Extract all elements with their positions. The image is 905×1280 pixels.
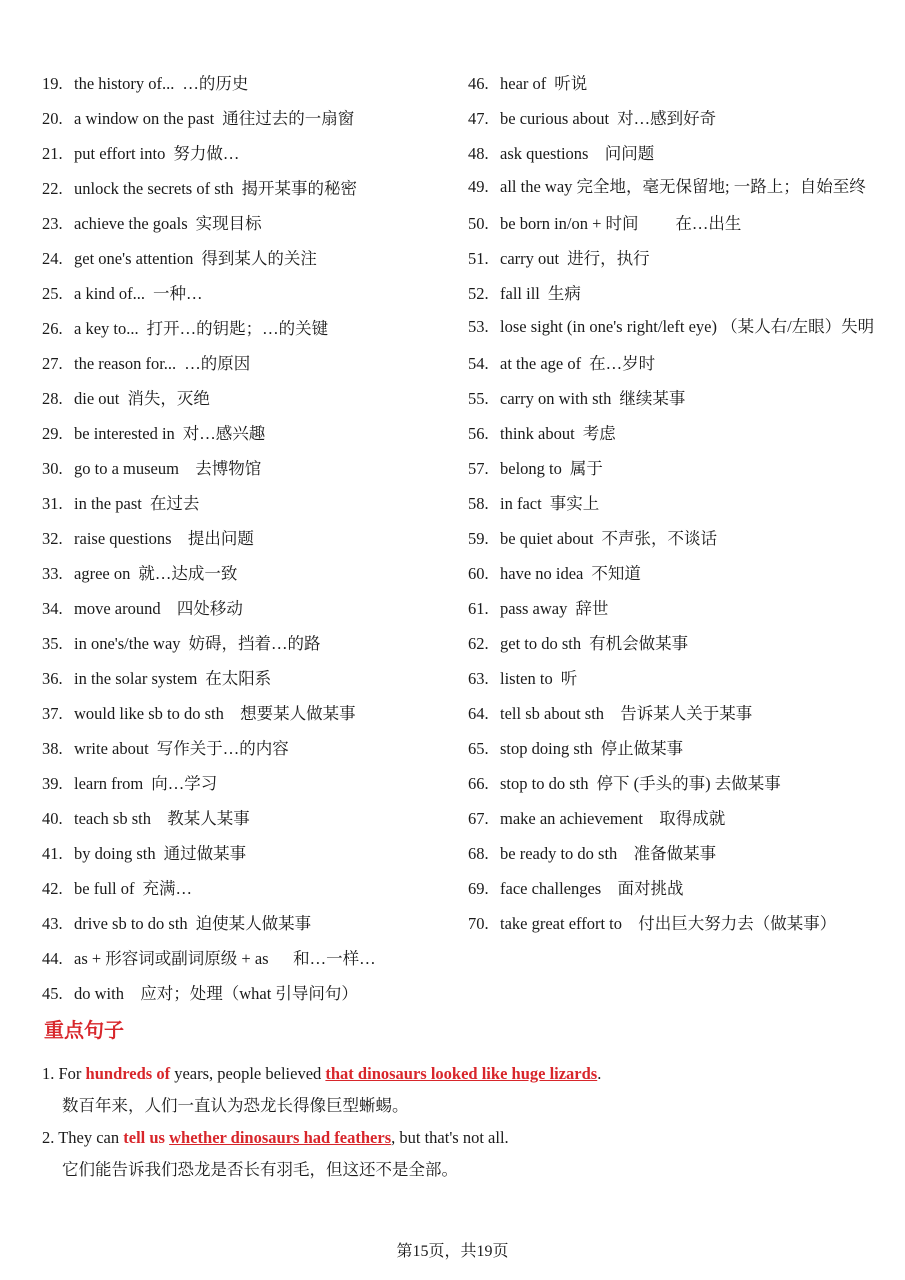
item-english: move around — [74, 599, 161, 618]
item-chinese: 面对挑战 — [609, 879, 684, 898]
item-english: a kind of... — [74, 284, 146, 303]
item-chinese: 在过去 — [149, 494, 200, 513]
item-number: 58. — [468, 494, 489, 513]
right-vocab-column — [468, 66, 888, 941]
vocab-item — [468, 556, 888, 591]
item-number: 34. — [42, 599, 63, 618]
item-number: 65. — [468, 739, 489, 758]
vocab-item — [468, 416, 888, 451]
item-english: take great effort to — [500, 914, 623, 933]
item-number: 69. — [468, 879, 489, 898]
left-vocab-column — [42, 66, 452, 1011]
item-chinese: 停下 (手头的事) 去做某事 — [596, 774, 781, 793]
sentence-number: 1. — [42, 1064, 55, 1083]
item-number: 33. — [42, 564, 63, 583]
item-english: think about — [500, 424, 575, 443]
vocab-item — [42, 66, 452, 101]
item-chinese: 通过做某事 — [163, 844, 247, 863]
item-chinese: 四处移动 — [168, 599, 243, 618]
item-english: in fact — [500, 494, 542, 513]
vocab-item — [468, 836, 888, 871]
item-number: 28. — [42, 389, 63, 408]
page-footer: 第15页，共19页 — [396, 1243, 509, 1260]
item-english: in the past — [74, 494, 142, 513]
item-chinese: 实现目标 — [195, 214, 262, 233]
item-chinese: 辞世 — [575, 599, 609, 618]
vocab-item — [42, 591, 452, 626]
vocab-item — [468, 101, 888, 136]
item-english: agree on — [74, 564, 131, 583]
item-english: be ready to do sth — [500, 844, 618, 863]
item-number: 46. — [468, 74, 489, 93]
item-english: unlock the secrets of sth — [74, 179, 234, 198]
item-number: 24. — [42, 249, 63, 268]
item-text: all the way 完全地，毫无保留地; 一路上；自始至终 — [500, 177, 866, 196]
item-english: the history of... — [74, 74, 175, 93]
item-chinese: 在太阳系 — [205, 669, 272, 688]
highlight-phrase: hundreds of — [85, 1064, 171, 1083]
item-number: 68. — [468, 844, 489, 863]
vocab-item — [468, 871, 888, 906]
item-number: 20. — [42, 109, 63, 128]
section-title: 重点句子 — [44, 1018, 124, 1042]
item-chinese: 消失，灭绝 — [127, 389, 210, 408]
item-chinese: 对…感兴趣 — [182, 424, 266, 443]
item-english: make an achievement — [500, 809, 643, 828]
item-chinese: …的历史 — [182, 74, 249, 93]
vocab-item — [468, 486, 888, 521]
vocab-item — [468, 171, 888, 202]
vocab-item — [468, 136, 888, 171]
sentence-number: 2. — [42, 1128, 55, 1147]
item-number: 64. — [468, 704, 489, 723]
vocab-item — [42, 626, 452, 661]
vocab-item — [468, 381, 888, 416]
item-english: stop doing sth — [500, 739, 593, 758]
vocab-item — [42, 381, 452, 416]
highlight-phrase: tell us — [123, 1128, 165, 1147]
item-number: 27. — [42, 354, 63, 373]
item-number: 41. — [42, 844, 63, 863]
vocab-item — [468, 241, 888, 276]
vocab-item — [42, 521, 452, 556]
item-chinese: 不知道 — [591, 564, 641, 583]
item-chinese: 妨碍，挡着…的路 — [188, 634, 321, 653]
item-number: 51. — [468, 249, 489, 268]
item-number: 66. — [468, 774, 489, 793]
vocab-item — [42, 101, 452, 136]
vocab-item — [468, 801, 888, 836]
vocab-item — [42, 906, 452, 941]
item-number: 62. — [468, 634, 489, 653]
item-chinese: 考虑 — [582, 424, 616, 443]
item-english: be quiet about — [500, 529, 594, 548]
item-chinese: 和…一样… — [276, 949, 376, 968]
vocab-item — [468, 731, 888, 766]
item-number: 44. — [42, 949, 63, 968]
item-english: the reason for... — [74, 354, 177, 373]
vocab-item — [468, 906, 888, 941]
vocab-item — [42, 976, 452, 1011]
item-number: 52. — [468, 284, 489, 303]
key-sentences — [42, 1058, 882, 1186]
item-chinese: 事实上 — [549, 494, 600, 513]
item-number: 23. — [42, 214, 63, 233]
vocab-item — [42, 171, 452, 206]
sentence-2 — [42, 1122, 882, 1154]
item-chinese: 问问题 — [596, 144, 655, 163]
item-chinese: 提出问题 — [179, 529, 254, 548]
sentence-text: years, people believed — [170, 1064, 326, 1083]
item-number: 55. — [468, 389, 489, 408]
item-chinese: 有机会做某事 — [589, 634, 689, 653]
item-english: teach sb sth — [74, 809, 151, 828]
item-english: would like sb to do sth — [74, 704, 224, 723]
item-english: learn from — [74, 774, 144, 793]
vocab-item — [468, 276, 888, 311]
item-chinese: 努力做… — [173, 144, 240, 163]
item-number: 50. — [468, 214, 489, 233]
item-number: 45. — [42, 984, 63, 1003]
item-number: 40. — [42, 809, 63, 828]
item-english: carry on with sth — [500, 389, 612, 408]
item-number: 54. — [468, 354, 489, 373]
item-number: 60. — [468, 564, 489, 583]
item-number: 47. — [468, 109, 489, 128]
vocab-item — [42, 241, 452, 276]
item-number: 26. — [42, 319, 63, 338]
item-english: hear of — [500, 74, 547, 93]
item-english: in the solar system — [74, 669, 198, 688]
item-number: 53. — [468, 317, 489, 336]
item-chinese: 去博物馆 — [186, 459, 262, 478]
item-number: 48. — [468, 144, 489, 163]
item-number: 29. — [42, 424, 63, 443]
item-english: be full of — [74, 879, 135, 898]
item-number: 38. — [42, 739, 63, 758]
vocab-item — [42, 766, 452, 801]
item-chinese: 听 — [560, 669, 578, 688]
item-english: in one's/the way — [74, 634, 181, 653]
vocab-item — [42, 871, 452, 906]
item-number: 32. — [42, 529, 63, 548]
item-chinese: 揭开某事的秘密 — [241, 179, 357, 198]
vocab-item — [468, 766, 888, 801]
item-chinese: 迫使某人做某事 — [195, 914, 312, 933]
vocab-item — [42, 556, 452, 591]
vocab-item — [468, 451, 888, 486]
item-chinese: 就…达成一致 — [138, 564, 238, 583]
item-number: 43. — [42, 914, 63, 933]
item-english: write about — [74, 739, 149, 758]
item-english: get to do sth — [500, 634, 582, 653]
vocab-item — [42, 311, 452, 346]
vocab-item — [42, 941, 452, 976]
item-english: tell sb about sth — [500, 704, 605, 723]
item-number: 49. — [468, 177, 489, 196]
item-chinese: 生病 — [547, 284, 581, 303]
item-english: ask questions — [500, 144, 589, 163]
item-number: 19. — [42, 74, 63, 93]
item-chinese: 停止做某事 — [600, 739, 684, 758]
item-number: 37. — [42, 704, 63, 723]
item-english: listen to — [500, 669, 553, 688]
vocab-item — [42, 486, 452, 521]
sentence-text: They can — [58, 1128, 124, 1147]
item-english: by doing sth — [74, 844, 156, 863]
vocab-item — [468, 66, 888, 101]
item-english: a key to... — [74, 319, 139, 338]
item-chinese: …的原因 — [184, 354, 251, 373]
item-number: 35. — [42, 634, 63, 653]
item-chinese: 准备做某事 — [625, 844, 717, 863]
item-english: be interested in — [74, 424, 175, 443]
sentence-text: , but that's not all. — [391, 1128, 509, 1147]
item-number: 42. — [42, 879, 63, 898]
item-english: a window on the past — [74, 109, 215, 128]
item-number: 59. — [468, 529, 489, 548]
item-english: carry out — [500, 249, 560, 268]
item-number: 31. — [42, 494, 63, 513]
vocab-item — [42, 416, 452, 451]
item-english: be born in/on + 时间 — [500, 214, 639, 233]
item-english: die out — [74, 389, 120, 408]
item-number: 56. — [468, 424, 489, 443]
item-chinese: 应对；处理（what 引导问句） — [131, 984, 358, 1003]
item-chinese: 继续某事 — [619, 389, 686, 408]
underlined-phrase: whether dinosaurs had feathers — [169, 1128, 392, 1147]
item-number: 70. — [468, 914, 489, 933]
sentence-1 — [42, 1058, 882, 1090]
vocab-item — [42, 206, 452, 241]
sentence-text: For — [58, 1064, 86, 1083]
item-number: 67. — [468, 809, 489, 828]
vocab-item — [468, 206, 888, 241]
item-english: fall ill — [500, 284, 540, 303]
vocab-item — [468, 521, 888, 556]
item-chinese: 听说 — [554, 74, 588, 93]
item-chinese: 在…岁时 — [589, 354, 656, 373]
item-number: 36. — [42, 669, 63, 688]
item-english: belong to — [500, 459, 562, 478]
item-english: put effort into — [74, 144, 166, 163]
item-number: 22. — [42, 179, 63, 198]
item-english: get one's attention — [74, 249, 194, 268]
item-number: 63. — [468, 669, 489, 688]
item-number: 30. — [42, 459, 63, 478]
item-chinese: 属于 — [569, 459, 603, 478]
item-chinese: 取得成就 — [650, 809, 726, 828]
item-chinese: 向…学习 — [151, 774, 218, 793]
sentence-text: . — [597, 1064, 602, 1083]
vocab-item — [42, 661, 452, 696]
item-number: 39. — [42, 774, 63, 793]
vocab-item — [468, 661, 888, 696]
item-english: go to a museum — [74, 459, 179, 478]
vocab-item — [42, 836, 452, 871]
item-chinese: 告诉某人关于某事 — [612, 704, 753, 723]
item-english: have no idea — [500, 564, 584, 583]
item-english: pass away — [500, 599, 568, 618]
vocab-item — [468, 626, 888, 661]
item-chinese: 教某人某事 — [158, 809, 250, 828]
item-text: lose sight (in one's right/left eye) （某人右/左眼）失明 — [500, 317, 875, 336]
item-chinese: 通往过去的一扇窗 — [222, 109, 355, 128]
vocab-item — [468, 311, 888, 342]
sentence-2-translation: 它们能告诉我们恐龙是否长有羽毛，但这还不是全部。 — [62, 1160, 458, 1179]
item-english: achieve the goals — [74, 214, 188, 233]
item-chinese: 得到某人的关注 — [201, 249, 317, 268]
item-chinese: 在…出生 — [646, 214, 742, 233]
vocab-item — [42, 136, 452, 171]
vocab-item — [42, 346, 452, 381]
item-english: drive sb to do sth — [74, 914, 188, 933]
vocab-item — [42, 451, 452, 486]
vocab-item — [42, 801, 452, 836]
item-chinese: 想要某人做某事 — [231, 704, 356, 723]
item-chinese: 对…感到好奇 — [617, 109, 717, 128]
vocab-item — [468, 346, 888, 381]
item-chinese: 写作关于…的内容 — [156, 739, 289, 758]
item-number: 57. — [468, 459, 489, 478]
item-english: be curious about — [500, 109, 610, 128]
item-english: at the age of — [500, 354, 582, 373]
vocab-item — [42, 696, 452, 731]
item-chinese: 打开…的钥匙；…的关键 — [146, 319, 329, 338]
item-chinese: 不声张，不谈话 — [601, 529, 717, 548]
vocab-item — [42, 731, 452, 766]
item-number: 61. — [468, 599, 489, 618]
item-chinese: 充满… — [142, 879, 192, 898]
item-english: do with — [74, 984, 124, 1003]
item-chinese: 一种… — [153, 284, 203, 303]
sentence-1-translation: 数百年来，人们一直认为恐龙长得像巨型蜥蜴。 — [62, 1096, 409, 1115]
item-chinese: 进行，执行 — [567, 249, 650, 268]
vocab-item — [468, 696, 888, 731]
vocab-item — [468, 591, 888, 626]
item-number: 21. — [42, 144, 63, 163]
item-number: 25. — [42, 284, 63, 303]
item-english: raise questions — [74, 529, 172, 548]
item-english: as + 形容词或副词原级 + as — [74, 949, 269, 968]
underlined-phrase: that dinosaurs looked like huge lizards — [325, 1064, 598, 1083]
item-english: face challenges — [500, 879, 602, 898]
item-chinese: 付出巨大努力去（做某事） — [630, 914, 837, 933]
vocab-item — [42, 276, 452, 311]
item-english: stop to do sth — [500, 774, 589, 793]
